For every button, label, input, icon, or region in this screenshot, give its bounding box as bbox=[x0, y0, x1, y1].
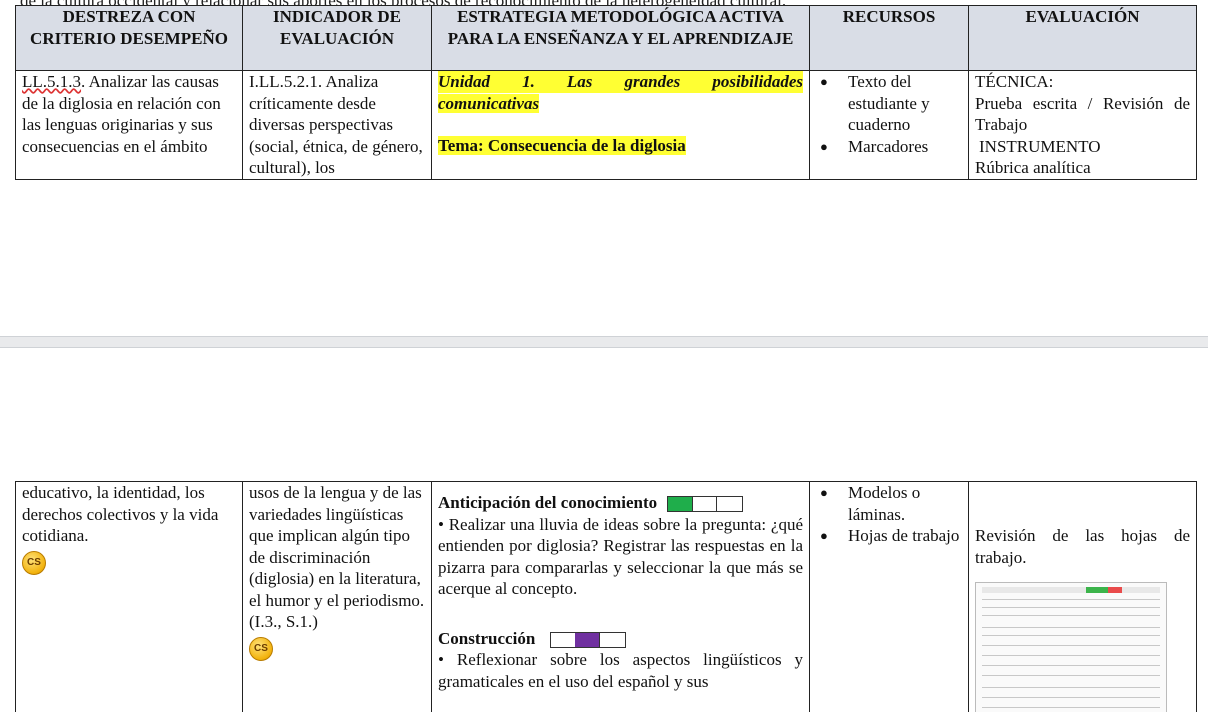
recurso-item: ● Texto del estudiante y cuaderno bbox=[848, 71, 962, 136]
table-row bbox=[16, 482, 1197, 712]
page-break-gap bbox=[0, 336, 1208, 348]
unit-word: Unidad bbox=[438, 72, 490, 91]
unit-word: posibilidades bbox=[712, 72, 803, 91]
evaluacion-cell bbox=[969, 482, 1197, 712]
recursos-cell bbox=[810, 482, 969, 712]
anticipacion-heading bbox=[438, 492, 803, 514]
header-evaluacion: EVALUACIÓN bbox=[969, 6, 1197, 71]
header-recursos: RECURSOS bbox=[810, 6, 969, 71]
unit-word: 1. bbox=[522, 72, 535, 91]
page-top bbox=[0, 0, 1208, 336]
construccion-heading bbox=[438, 628, 803, 650]
estrategia-cell bbox=[432, 482, 810, 712]
planning-table-top bbox=[15, 5, 1197, 180]
unit-title-line2: comunicativas bbox=[438, 93, 540, 113]
construccion-text: • Reflexionar sobre los aspectos lingüísticos y gramaticales en el uso del español y sus bbox=[438, 650, 803, 691]
unit-word: grandes bbox=[624, 72, 681, 91]
indicador-cell: I.LL.5.2.1. Analiza críticamente desde diversas perspectivas (social, étnica, de género, cultural), los bbox=[243, 71, 432, 180]
recurso-item: ● Modelos o láminas. bbox=[848, 482, 962, 525]
eval-instrumento: INSTRUMENTO bbox=[979, 136, 1101, 156]
construccion-title: Construcción bbox=[438, 628, 536, 648]
cs-scanner-icon[interactable]: CS bbox=[249, 637, 273, 661]
anticipacion-text: • Realizar una lluvia de ideas sobre la pregunta: ¿qué entienden por diglosia? Registrar las respuestas en la pizarra para compararlas y seleccionar la que más se acerque al concepto. bbox=[438, 514, 803, 598]
destreza-text: . Analizar las causas de la diglosia en relación con las lenguas originarias y sus consecuencias en el ámbito bbox=[22, 72, 221, 156]
destreza-cell bbox=[16, 482, 243, 712]
indicador-cell bbox=[243, 482, 432, 712]
header-estrategia: ESTRATEGIA METODOLÓGICA ACTIVA PARA LA ENSEÑANZA Y EL APRENDIZAJE bbox=[432, 6, 810, 71]
eval-revision: Revisión de las hojas de trabajo. bbox=[975, 526, 1190, 567]
recursos-cell bbox=[810, 71, 969, 180]
eval-tecnica: TÉCNICA: bbox=[975, 72, 1054, 91]
estrategia-cell bbox=[432, 71, 810, 180]
evaluacion-cell bbox=[969, 71, 1197, 180]
header-indicador: INDICADOR DE EVALUACIÓN bbox=[243, 6, 432, 71]
header-destreza: DESTREZA CON CRITERIO DESEMPEÑO bbox=[16, 6, 243, 71]
worksheet-thumbnail-image bbox=[975, 582, 1167, 712]
page-bottom bbox=[0, 348, 1208, 712]
cs-scanner-icon[interactable]: CS bbox=[22, 551, 46, 575]
anticipacion-progress-bar bbox=[667, 496, 743, 512]
recurso-item: ● Hojas de trabajo bbox=[848, 525, 962, 547]
eval-rubrica: Rúbrica analítica bbox=[975, 158, 1091, 177]
planning-table-continued bbox=[15, 481, 1197, 712]
unit-word: Las bbox=[566, 72, 593, 91]
unit-title bbox=[438, 71, 803, 93]
eval-prueba: Prueba escrita / Revisión de Trabajo bbox=[975, 93, 1190, 134]
indicador-text: usos de la lengua y de las variedades lingüísticas que implican algún tipo de discriminación (diglosia) en la literatura, el humor y el periodismo. (I.3., S.1.) bbox=[249, 483, 425, 631]
anticipacion-title: Anticipación del conocimiento bbox=[438, 493, 658, 512]
recurso-item: ● Marcadores bbox=[848, 136, 930, 158]
construccion-progress-bar bbox=[550, 632, 626, 648]
table-row bbox=[16, 71, 1197, 180]
header-row bbox=[16, 6, 1197, 71]
destreza-code: LL.5.1.3 bbox=[22, 72, 82, 91]
destreza-text: educativo, la identidad, los derechos colectivos y la vida cotidiana. bbox=[22, 483, 219, 545]
destreza-cell bbox=[16, 71, 243, 180]
tema-title: Tema: Consecuencia de la diglosia bbox=[438, 136, 686, 155]
